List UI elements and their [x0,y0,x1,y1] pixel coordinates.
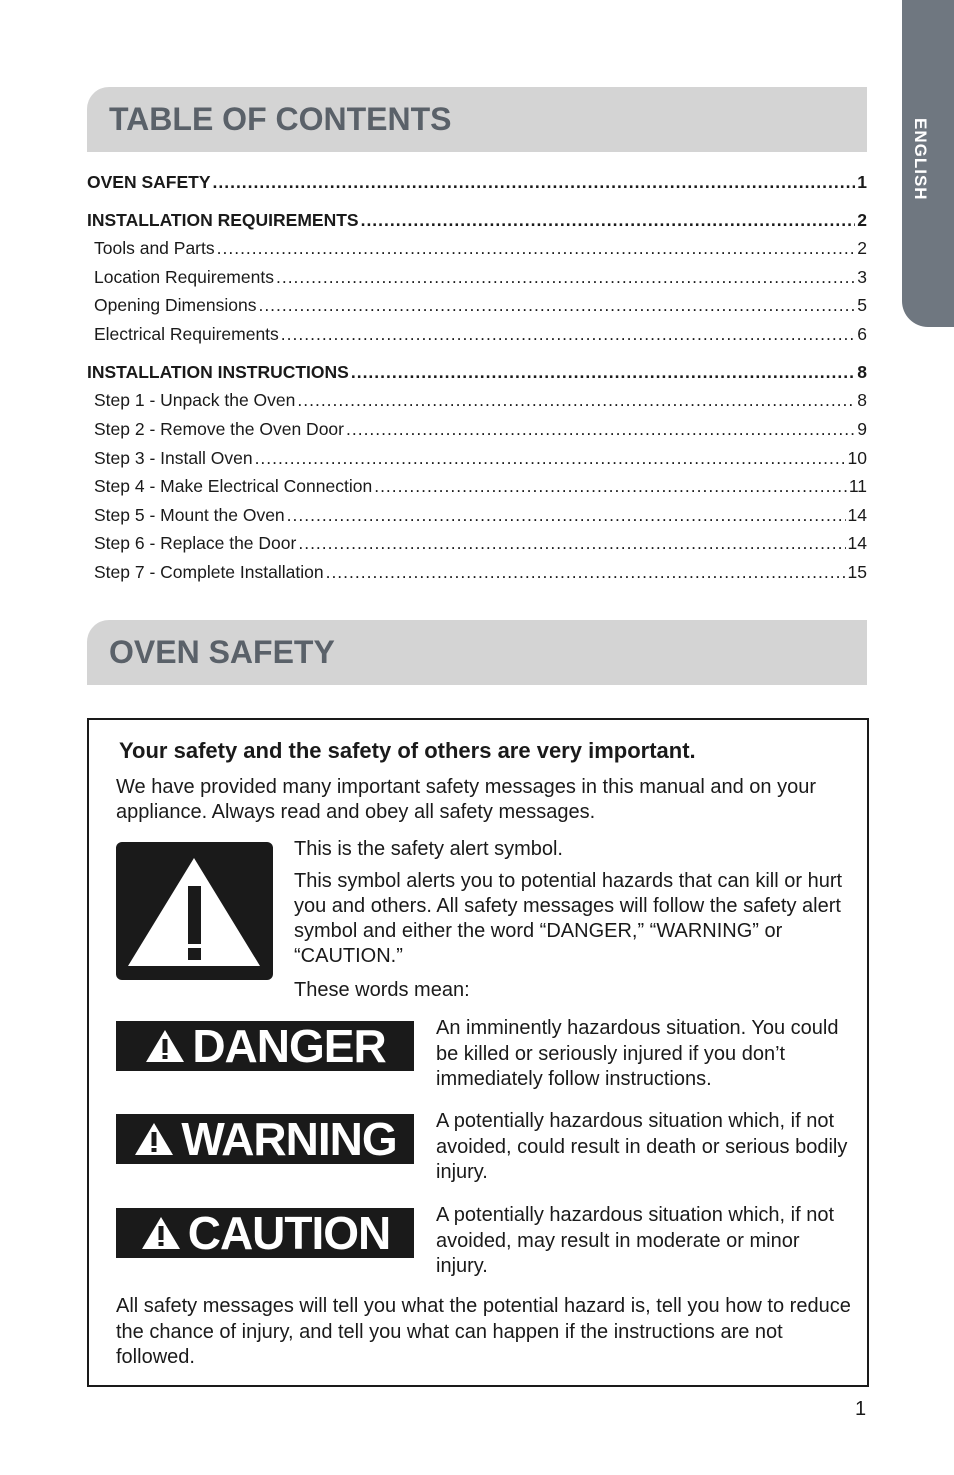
safety-intro-text: We have provided many important safety messages in this manual and on your appliance. Always read and obey all safety messages. [116,776,816,823]
danger-description: An imminently hazardous situation. You could be killed or seriously injured if you don’t immediately follow instructions. [436,1017,839,1090]
language-tab [902,0,954,327]
danger-word: DANGER [192,1020,386,1072]
toc-entry-label: INSTALLATION INSTRUCTIONS [87,362,349,383]
toc-entry-page: 11 [848,476,867,497]
toc-entry-page: 2 [857,238,867,258]
safety-box-title: Your safety and the safety of others are very important. [119,738,696,763]
toc-entry-page: 2 [857,210,867,230]
toc-entry-label: Location Requirements [94,266,274,287]
toc-entry-installation-instructions[interactable] [87,358,867,386]
caution-word: CAUTION [187,1207,391,1259]
toc-entry-label: Step 6 - Replace the Door [94,533,297,554]
toc-entry-page: 8 [857,362,867,383]
toc-entry-page: 10 [847,447,867,468]
toc-entry-step-2[interactable] [87,415,867,444]
toc-entry-label: OVEN SAFETY [87,172,211,192]
toc-entry-page: 6 [857,323,867,344]
safety-closing-text: All safety messages will tell you what the potential hazard is, tell you how to reduce the chance of injury, and tell you what can happen if the instructions are not followed. [116,1295,851,1368]
warning-description: A potentially hazardous situation which, if not avoided, could result in death or serious bodily injury. [436,1110,848,1183]
warning-signal-label [116,1114,414,1164]
toc-entry-label: INSTALLATION REQUIREMENTS [87,210,359,230]
toc-entry-page: 1 [857,172,867,192]
page-number: 1 [855,1398,867,1420]
toc-entry-oven-safety[interactable] [87,168,867,196]
danger-signal-label [116,1021,414,1071]
toc-entry-label: Step 4 - Make Electrical Connection [94,476,373,497]
safety-alert-icon [116,842,273,980]
toc-entry-step-3[interactable] [87,444,867,473]
toc-entry-step-1[interactable] [87,386,867,415]
oven-safety-heading: OVEN SAFETY [109,634,335,670]
toc-entry-label: Electrical Requirements [94,323,279,344]
toc-entry-page: 14 [847,533,867,554]
warning-word: WARNING [181,1113,397,1165]
caution-description: A potentially hazardous situation which, if not avoided, may result in moderate or minor injury. [436,1204,835,1277]
toc-entry-label: Step 1 - Unpack the Oven [94,390,296,411]
caution-signal-label [116,1208,414,1258]
toc-entry-label: Tools and Parts [94,238,215,258]
toc-entry-location-requirements[interactable] [87,263,867,292]
toc-entry-page: 5 [857,295,867,316]
toc-entry-step-5[interactable] [87,501,867,530]
toc-entry-step-6[interactable] [87,529,867,558]
toc-entry-label: Step 3 - Install Oven [94,447,253,468]
toc-entry-page: 15 [847,561,867,582]
toc-entry-page: 9 [857,418,867,439]
toc-entry-page: 14 [847,504,867,525]
toc-header [87,87,867,152]
toc-entry-electrical-requirements[interactable] [87,320,867,349]
language-tab-label: ENGLISH [911,118,930,201]
words-mean-text: These words mean: [294,979,470,1001]
toc-entry-label: Step 2 - Remove the Oven Door [94,418,344,439]
warning-triangle-icon [140,1215,182,1251]
toc-entry-installation-requirements[interactable] [87,206,867,234]
oven-safety-header [87,620,867,685]
toc-entry-page: 8 [857,390,867,411]
toc-entry-tools-and-parts[interactable] [87,234,867,263]
toc-entry-label: Opening Dimensions [94,295,257,316]
toc-entry-opening-dimensions[interactable] [87,291,867,320]
table-of-contents [87,168,867,587]
alert-symbol-line: This is the safety alert symbol. [294,838,563,860]
toc-entry-label: Step 7 - Complete Installation [94,561,324,582]
toc-entry-page: 3 [857,266,867,287]
warning-triangle-icon [144,1028,186,1064]
toc-heading: TABLE OF CONTENTS [109,101,452,137]
toc-entry-step-4[interactable] [87,472,867,501]
toc-entry-label: Step 5 - Mount the Oven [94,504,285,525]
alert-description: This symbol alerts you to potential hazards that can kill or hurt you and others. All safety messages will follow the safety alert symbol and either the word “DANGER,” “WARNING” or “CAUTION.” [294,870,843,967]
toc-entry-step-7[interactable] [87,558,867,587]
safety-message-box [87,718,869,1387]
warning-triangle-icon [133,1121,175,1157]
